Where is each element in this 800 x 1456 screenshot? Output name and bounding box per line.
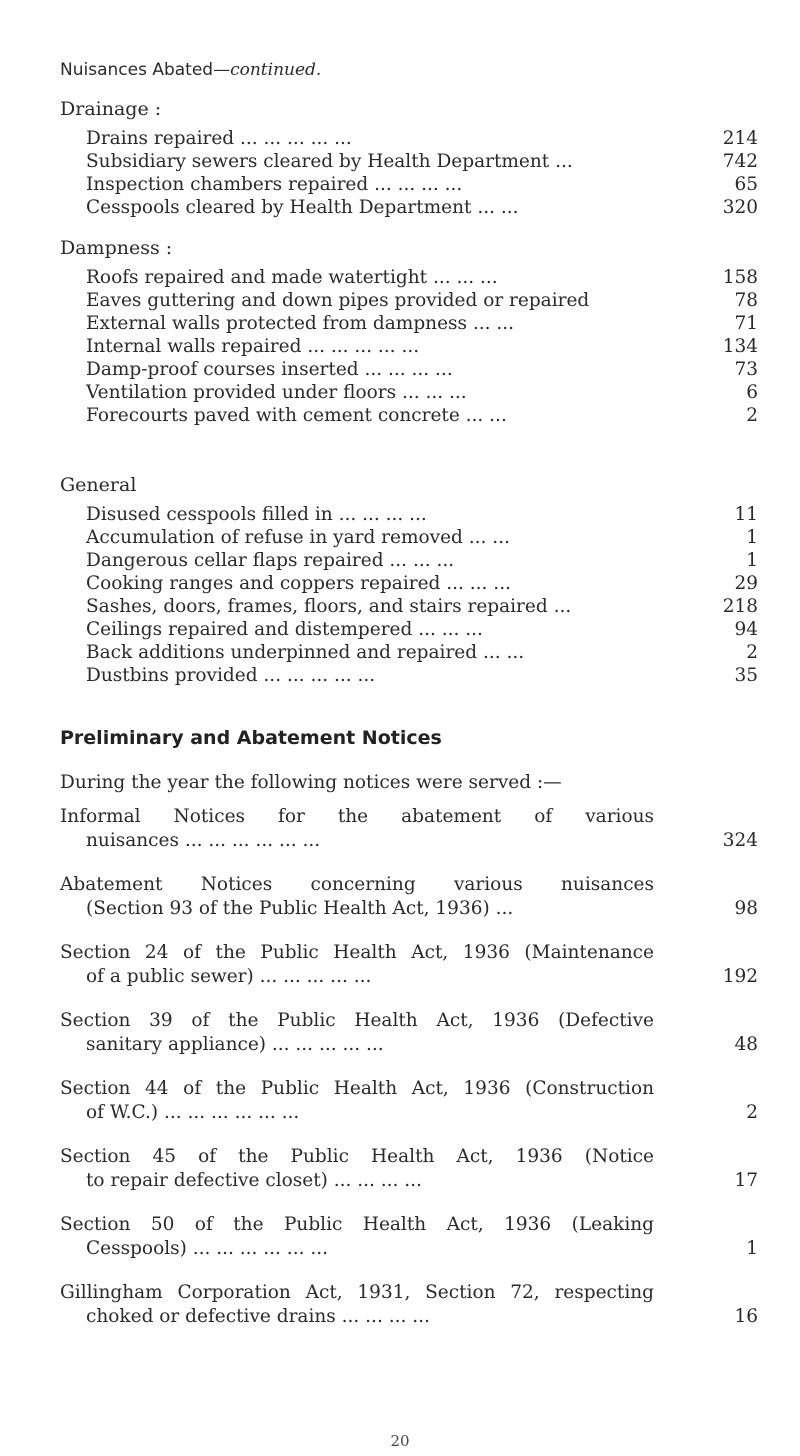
- notice-value: 17: [734, 1170, 758, 1191]
- list-item: [60, 942, 760, 1010]
- notice-value: 98: [734, 898, 758, 919]
- notices-list: [60, 806, 760, 1350]
- table-row: [60, 527, 760, 550]
- list-item: [60, 1146, 760, 1214]
- table-row: [60, 405, 760, 428]
- row-value: 73: [734, 359, 758, 380]
- drainage-title: Drainage :: [60, 98, 162, 120]
- notices-heading: Preliminary and Abatement Notices: [60, 727, 442, 749]
- notice-line-2: nuisances ... ... ... ... ... ...: [86, 830, 321, 851]
- notice-line-1: Section 24 of the Public Health Act, 1936 (Maintenance: [60, 942, 654, 963]
- row-label: Cooking ranges and coppers repaired ... ... ...: [86, 573, 511, 594]
- table-row: [60, 382, 760, 405]
- notice-value: 16: [734, 1306, 758, 1327]
- running-head-title: Nuisances Abated: [60, 60, 214, 80]
- list-item: [60, 1078, 760, 1146]
- list-item: [60, 806, 760, 874]
- row-value: 71: [734, 313, 758, 334]
- notice-line-1: Gillingham Corporation Act, 1931, Section 72, respecting: [60, 1282, 654, 1303]
- notice-line-1: Section 44 of the Public Health Act, 1936 (Construction: [60, 1078, 654, 1099]
- row-value: 94: [734, 619, 758, 640]
- row-label: Damp-proof courses inserted ... ... ... ...: [86, 359, 453, 380]
- list-item: [60, 1010, 760, 1078]
- table-row: [60, 267, 760, 290]
- row-value: 1: [746, 550, 758, 571]
- running-head-continued: —continued.: [213, 60, 322, 80]
- table-row: [60, 665, 760, 688]
- notice-line-2: of W.C.) ... ... ... ... ... ...: [86, 1102, 300, 1123]
- dampness-title: Dampness :: [60, 237, 173, 259]
- list-item: [60, 1282, 760, 1350]
- table-row: [60, 313, 760, 336]
- table-row: [60, 619, 760, 642]
- table-row: [60, 642, 760, 665]
- row-label: Roofs repaired and made watertight ... ... ...: [86, 267, 498, 288]
- notice-line-2: of a public sewer) ... ... ... ... ...: [86, 966, 372, 987]
- notice-value: 1: [746, 1238, 758, 1259]
- table-row: [60, 550, 760, 573]
- table-row: [60, 197, 760, 220]
- notice-value: 192: [722, 966, 758, 987]
- notice-value: 2: [746, 1102, 758, 1123]
- row-label: Ventilation provided under floors ... ... ...: [86, 382, 467, 403]
- notice-line-1: Abatement Notices concerning various nuisances: [60, 874, 654, 895]
- row-value: 1: [746, 527, 758, 548]
- notice-line-2: Cesspools) ... ... ... ... ... ...: [86, 1238, 328, 1259]
- page-number: 20: [390, 1432, 410, 1450]
- notice-line-1: Section 45 of the Public Health Act, 1936 (Notice: [60, 1146, 654, 1167]
- running-head: [60, 60, 321, 80]
- row-label: Sashes, doors, frames, floors, and stairs repaired ...: [86, 596, 572, 617]
- table-row: [60, 128, 760, 151]
- row-label: Dustbins provided ... ... ... ... ...: [86, 665, 376, 686]
- list-item: [60, 874, 760, 942]
- row-value: 65: [734, 174, 758, 195]
- notice-line-2: to repair defective closet) ... ... ... ...: [86, 1170, 422, 1191]
- row-value: 11: [734, 504, 758, 525]
- table-row: [60, 151, 760, 174]
- row-value: 2: [746, 405, 758, 426]
- row-label: Eaves guttering and down pipes provided or repaired: [86, 290, 590, 311]
- row-label: External walls protected from dampness ... ...: [86, 313, 515, 334]
- notice-line-1: Section 50 of the Public Health Act, 1936 (Leaking: [60, 1214, 654, 1235]
- list-item: [60, 1214, 760, 1282]
- row-label: Ceilings repaired and distempered ... ... ...: [86, 619, 483, 640]
- table-row: [60, 596, 760, 619]
- table-row: [60, 573, 760, 596]
- notice-value: 324: [722, 830, 758, 851]
- row-label: Inspection chambers repaired ... ... ... ...: [86, 174, 463, 195]
- row-label: Cesspools cleared by Health Department ... ...: [86, 197, 519, 218]
- notice-value: 48: [734, 1034, 758, 1055]
- row-value: 29: [734, 573, 758, 594]
- row-label: Subsidiary sewers cleared by Health Department ...: [86, 151, 573, 172]
- table-row: [60, 336, 760, 359]
- row-label: Internal walls repaired ... ... ... ... ...: [86, 336, 420, 357]
- row-value: 320: [722, 197, 758, 218]
- row-label: Forecourts paved with cement concrete ... ...: [86, 405, 507, 426]
- row-label: Drains repaired ... ... ... ... ...: [86, 128, 352, 149]
- row-value: 214: [722, 128, 758, 149]
- row-label: Accumulation of refuse in yard removed ... ...: [86, 527, 510, 548]
- row-value: 2: [746, 642, 758, 663]
- row-value: 78: [734, 290, 758, 311]
- table-row: [60, 359, 760, 382]
- row-value: 218: [722, 596, 758, 617]
- notice-line-2: sanitary appliance) ... ... ... ... ...: [86, 1034, 384, 1055]
- row-value: 158: [722, 267, 758, 288]
- notice-line-2: choked or defective drains ... ... ... ...: [86, 1306, 430, 1327]
- notice-line-1: Section 39 of the Public Health Act, 1936 (Defective: [60, 1010, 654, 1031]
- row-value: 35: [734, 665, 758, 686]
- general-title: General: [60, 474, 137, 496]
- dampness-section: [60, 237, 760, 428]
- row-label: Dangerous cellar flaps repaired ... ... ...: [86, 550, 455, 571]
- notices-intro: During the year the following notices were served :—: [60, 772, 562, 793]
- row-label: Disused cesspools filled in ... ... ... ...: [86, 504, 427, 525]
- notice-line-1: Informal Notices for the abatement of various: [60, 806, 654, 827]
- table-row: [60, 290, 760, 313]
- row-label: Back additions underpinned and repaired ... ...: [86, 642, 525, 663]
- notice-line-2: (Section 93 of the Public Health Act, 1936) ...: [86, 898, 514, 919]
- row-value: 134: [722, 336, 758, 357]
- row-value: 6: [746, 382, 758, 403]
- row-value: 742: [722, 151, 758, 172]
- table-row: [60, 504, 760, 527]
- table-row: [60, 174, 760, 197]
- general-section: [60, 474, 760, 688]
- drainage-section: [60, 98, 760, 220]
